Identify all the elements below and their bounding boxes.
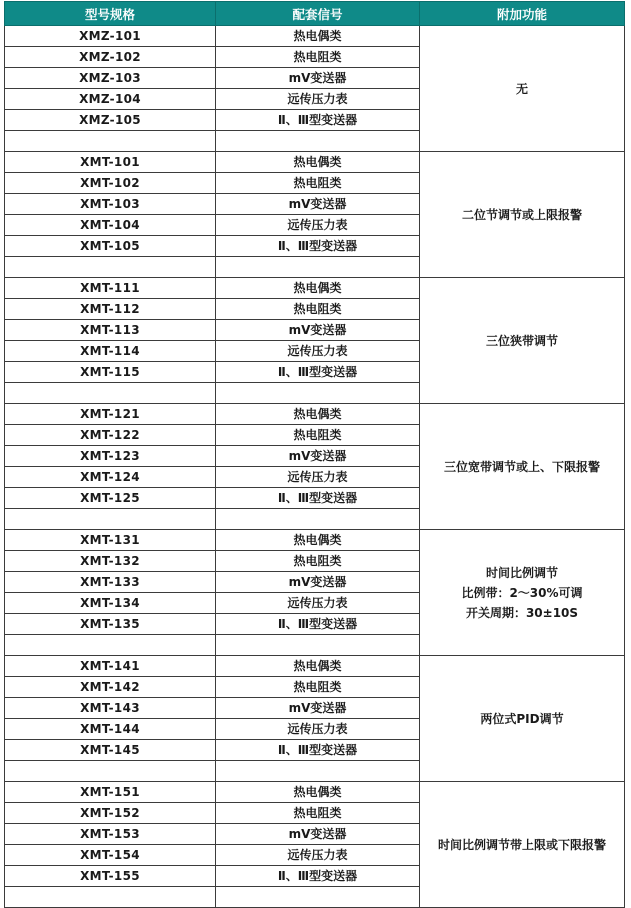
model-cell: XMT-133 xyxy=(5,572,216,593)
table-row xyxy=(5,530,625,551)
model-cell: XMT-151 xyxy=(5,782,216,803)
signal-cell: 热电阻类 xyxy=(216,173,420,194)
model-cell xyxy=(5,257,216,278)
signal-cell xyxy=(216,383,420,404)
model-cell: XMT-111 xyxy=(5,278,216,299)
signal-cell: 热电偶类 xyxy=(216,404,420,425)
function-cell xyxy=(420,278,625,404)
model-cell: XMT-121 xyxy=(5,404,216,425)
signal-cell: mV变送器 xyxy=(216,194,420,215)
function-cell xyxy=(420,530,625,656)
model-cell xyxy=(5,761,216,782)
signal-cell: 热电阻类 xyxy=(216,803,420,824)
model-cell: XMZ-105 xyxy=(5,110,216,131)
model-cell: XMT-115 xyxy=(5,362,216,383)
signal-cell: Ⅱ、Ⅲ型变送器 xyxy=(216,614,420,635)
signal-cell: 热电阻类 xyxy=(216,299,420,320)
function-line: 无 xyxy=(515,81,528,96)
model-cell: XMT-114 xyxy=(5,341,216,362)
model-cell xyxy=(5,509,216,530)
signal-cell: 远传压力表 xyxy=(216,719,420,740)
model-cell: XMT-132 xyxy=(5,551,216,572)
model-cell: XMT-142 xyxy=(5,677,216,698)
model-cell: XMT-152 xyxy=(5,803,216,824)
signal-cell xyxy=(216,635,420,656)
table-row xyxy=(5,404,625,425)
table-row xyxy=(5,26,625,47)
function-cell xyxy=(420,404,625,530)
function-line: 三位宽带调节或上、下限报警 xyxy=(443,459,600,474)
function-cell xyxy=(420,656,625,782)
table-body xyxy=(5,26,625,908)
function-line: 开关周期：30±10S xyxy=(465,605,579,620)
table-row xyxy=(5,278,625,299)
function-line: 两位式PID调节 xyxy=(480,711,564,726)
signal-cell xyxy=(216,509,420,530)
model-cell: XMT-154 xyxy=(5,845,216,866)
signal-cell: mV变送器 xyxy=(216,446,420,467)
header-signal: 配套信号 xyxy=(216,2,420,26)
signal-cell xyxy=(216,257,420,278)
signal-cell: 热电阻类 xyxy=(216,47,420,68)
signal-cell: 热电偶类 xyxy=(216,656,420,677)
signal-cell: Ⅱ、Ⅲ型变送器 xyxy=(216,362,420,383)
signal-cell: Ⅱ、Ⅲ型变送器 xyxy=(216,236,420,257)
signal-cell: 热电偶类 xyxy=(216,530,420,551)
signal-cell: mV变送器 xyxy=(216,824,420,845)
signal-cell: 远传压力表 xyxy=(216,215,420,236)
model-cell: XMT-143 xyxy=(5,698,216,719)
header-function: 附加功能 xyxy=(420,2,625,26)
signal-cell: 热电偶类 xyxy=(216,152,420,173)
model-cell: XMT-122 xyxy=(5,425,216,446)
model-cell: XMT-113 xyxy=(5,320,216,341)
model-cell: XMZ-101 xyxy=(5,26,216,47)
signal-cell: 远传压力表 xyxy=(216,467,420,488)
signal-cell: 热电偶类 xyxy=(216,782,420,803)
model-cell xyxy=(5,383,216,404)
model-cell: XMT-101 xyxy=(5,152,216,173)
signal-cell: Ⅱ、Ⅲ型变送器 xyxy=(216,488,420,509)
function-line: 时间比例调节带上限或下限报警 xyxy=(437,837,606,852)
table-row xyxy=(5,782,625,803)
model-cell: XMT-135 xyxy=(5,614,216,635)
model-cell: XMT-134 xyxy=(5,593,216,614)
signal-cell xyxy=(216,131,420,152)
function-cell xyxy=(420,782,625,908)
model-cell: XMT-125 xyxy=(5,488,216,509)
signal-cell: mV变送器 xyxy=(216,320,420,341)
signal-cell: 热电偶类 xyxy=(216,278,420,299)
signal-cell: 热电阻类 xyxy=(216,425,420,446)
model-cell: XMZ-104 xyxy=(5,89,216,110)
spec-table xyxy=(4,1,625,908)
signal-cell: 热电偶类 xyxy=(216,26,420,47)
model-cell: XMT-112 xyxy=(5,299,216,320)
signal-cell: Ⅱ、Ⅲ型变送器 xyxy=(216,866,420,887)
signal-cell: 远传压力表 xyxy=(216,89,420,110)
table-row xyxy=(5,152,625,173)
model-cell: XMT-144 xyxy=(5,719,216,740)
model-cell: XMT-124 xyxy=(5,467,216,488)
signal-cell: Ⅱ、Ⅲ型变送器 xyxy=(216,110,420,131)
function-line: 时间比例调节 xyxy=(485,565,558,580)
signal-cell: 远传压力表 xyxy=(216,593,420,614)
model-cell: XMZ-102 xyxy=(5,47,216,68)
signal-cell: 远传压力表 xyxy=(216,845,420,866)
function-cell xyxy=(420,26,625,152)
function-cell xyxy=(420,152,625,278)
header-row xyxy=(5,2,625,26)
model-cell: XMT-105 xyxy=(5,236,216,257)
model-cell: XMT-153 xyxy=(5,824,216,845)
model-cell xyxy=(5,131,216,152)
signal-cell xyxy=(216,761,420,782)
model-cell: XMT-131 xyxy=(5,530,216,551)
signal-cell: mV变送器 xyxy=(216,698,420,719)
model-cell: XMT-104 xyxy=(5,215,216,236)
signal-cell: 远传压力表 xyxy=(216,341,420,362)
function-line: 二位节调节或上限报警 xyxy=(461,207,582,222)
model-cell: XMT-141 xyxy=(5,656,216,677)
signal-cell: mV变送器 xyxy=(216,572,420,593)
signal-cell: 热电阻类 xyxy=(216,677,420,698)
model-cell: XMT-102 xyxy=(5,173,216,194)
model-cell xyxy=(5,635,216,656)
signal-cell: mV变送器 xyxy=(216,68,420,89)
header-model: 型号规格 xyxy=(5,2,216,26)
model-cell: XMZ-103 xyxy=(5,68,216,89)
function-line: 三位狭带调节 xyxy=(485,333,558,348)
model-cell: XMT-103 xyxy=(5,194,216,215)
function-line: 比例带：2～30%可调 xyxy=(461,585,583,600)
model-cell: XMT-123 xyxy=(5,446,216,467)
model-cell: XMT-155 xyxy=(5,866,216,887)
table-row xyxy=(5,656,625,677)
signal-cell: 热电阻类 xyxy=(216,551,420,572)
signal-cell: Ⅱ、Ⅲ型变送器 xyxy=(216,740,420,761)
model-cell: XMT-145 xyxy=(5,740,216,761)
